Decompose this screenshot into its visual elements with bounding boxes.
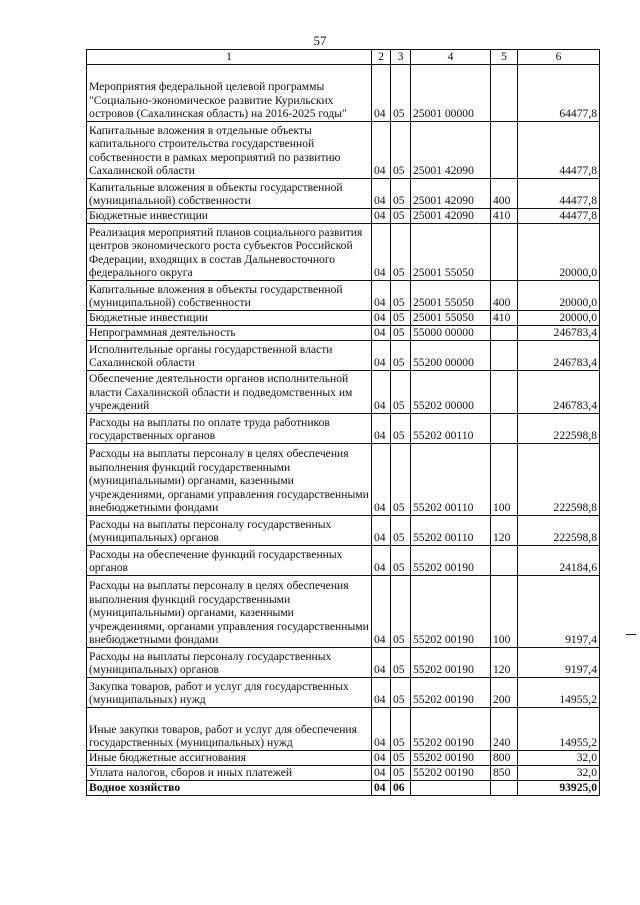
row-amount-cell: 222598,8 [518, 516, 600, 546]
table-row [87, 371, 600, 414]
row-expense-type-cell: 240 [491, 708, 518, 751]
row-expense-type-cell: 410 [491, 209, 518, 224]
row-target-article-cell: 55202 00190 [411, 751, 491, 766]
row-subsection-cell: 05 [391, 546, 411, 576]
row-section-cell: 04 [372, 708, 391, 751]
row-expense-type-cell [491, 65, 518, 122]
row-section-cell: 04 [372, 648, 391, 678]
row-name-cell: Капитальные вложения в объекты государственной (муниципальной) собственности [87, 179, 372, 209]
row-section-cell: 04 [372, 678, 391, 708]
table-row [87, 546, 600, 576]
row-subsection-cell: 05 [391, 516, 411, 546]
row-target-article-cell: 55202 00190 [411, 576, 491, 648]
row-amount-cell: 20000,0 [518, 311, 600, 326]
row-amount-cell: 222598,8 [518, 444, 600, 516]
row-name-cell: Обеспечение деятельности органов исполнительной власти Сахалинской области и подведомственных им учреждений [87, 371, 372, 414]
row-expense-type-cell [491, 414, 518, 444]
row-target-article-cell: 55202 00110 [411, 414, 491, 444]
row-subsection-cell: 05 [391, 444, 411, 516]
table-row [87, 65, 600, 122]
row-target-article-cell [411, 781, 491, 796]
row-expense-type-cell: 850 [491, 766, 518, 781]
row-subsection-cell: 05 [391, 224, 411, 281]
row-expense-type-cell [491, 781, 518, 796]
row-section-cell: 04 [372, 122, 391, 179]
row-target-article-cell: 25001 42090 [411, 209, 491, 224]
header-col-6: 6 [518, 50, 600, 65]
row-expense-type-cell: 120 [491, 648, 518, 678]
table-body [87, 65, 600, 796]
row-name-cell: Бюджетные инвестиции [87, 311, 372, 326]
row-subsection-cell: 05 [391, 414, 411, 444]
table-row [87, 708, 600, 751]
table-row [87, 678, 600, 708]
table-row [87, 326, 600, 341]
row-section-cell: 04 [372, 444, 391, 516]
row-subsection-cell: 05 [391, 209, 411, 224]
header-col-5: 5 [491, 50, 518, 65]
row-subsection-cell: 05 [391, 648, 411, 678]
row-section-cell: 04 [372, 209, 391, 224]
row-section-cell: 04 [372, 751, 391, 766]
row-amount-cell: 246783,4 [518, 341, 600, 371]
row-amount-cell: 9197,4 [518, 576, 600, 648]
row-name-cell: Непрограммная деятельность [87, 326, 372, 341]
row-target-article-cell: 55202 00190 [411, 648, 491, 678]
row-section-cell: 04 [372, 326, 391, 341]
page-number: 57 [313, 33, 327, 48]
row-expense-type-cell: 120 [491, 516, 518, 546]
row-amount-cell: 9197,4 [518, 648, 600, 678]
row-expense-type-cell [491, 224, 518, 281]
row-name-cell: Расходы на обеспечение функций государственных органов [87, 546, 372, 576]
row-name-cell: Иные бюджетные ассигнования [87, 751, 372, 766]
row-amount-cell: 24184,6 [518, 546, 600, 576]
table-row [87, 209, 600, 224]
row-name-cell: Расходы на выплаты по оплате труда работников государственных органов [87, 414, 372, 444]
table-row [87, 341, 600, 371]
row-target-article-cell: 55202 00110 [411, 516, 491, 546]
header-col-1: 1 [87, 50, 372, 65]
row-target-article-cell: 55202 00190 [411, 546, 491, 576]
row-expense-type-cell: 400 [491, 179, 518, 209]
row-section-cell: 04 [372, 311, 391, 326]
row-subsection-cell: 05 [391, 311, 411, 326]
row-expense-type-cell [491, 326, 518, 341]
row-subsection-cell: 05 [391, 708, 411, 751]
row-section-cell: 04 [372, 65, 391, 122]
row-expense-type-cell [491, 341, 518, 371]
row-amount-cell: 44477,8 [518, 122, 600, 179]
row-amount-cell: 246783,4 [518, 326, 600, 341]
row-target-article-cell: 25001 42090 [411, 179, 491, 209]
row-amount-cell: 14955,2 [518, 708, 600, 751]
table-row [87, 516, 600, 546]
row-expense-type-cell [491, 371, 518, 414]
row-target-article-cell: 25001 42090 [411, 122, 491, 179]
row-name-cell: Бюджетные инвестиции [87, 209, 372, 224]
row-target-article-cell: 55000 00000 [411, 326, 491, 341]
row-subsection-cell: 05 [391, 678, 411, 708]
row-name-cell: Расходы на выплаты персоналу государственных (муниципальных) органов [87, 648, 372, 678]
row-target-article-cell: 55202 00190 [411, 678, 491, 708]
row-subsection-cell: 05 [391, 122, 411, 179]
row-section-cell: 04 [372, 546, 391, 576]
row-name-cell: Мероприятия федеральной целевой программы "Социально-экономическое развитие Курильских островов (Сахалинская область) на 2016-2025 годы" [87, 65, 372, 122]
table-row [87, 311, 600, 326]
table-row [87, 781, 600, 796]
row-amount-cell: 20000,0 [518, 224, 600, 281]
row-section-cell: 04 [372, 766, 391, 781]
row-subsection-cell: 05 [391, 371, 411, 414]
row-target-article-cell: 25001 55050 [411, 311, 491, 326]
row-subsection-cell: 05 [391, 65, 411, 122]
table-row [87, 122, 600, 179]
row-subsection-cell: 06 [391, 781, 411, 796]
row-name-cell: Уплата налогов, сборов и иных платежей [87, 766, 372, 781]
row-amount-cell: 222598,8 [518, 414, 600, 444]
row-amount-cell: 64477,8 [518, 65, 600, 122]
row-name-cell: Капитальные вложения в объекты государственной (муниципальной) собственности [87, 281, 372, 311]
row-subsection-cell: 05 [391, 751, 411, 766]
row-target-article-cell: 55202 00000 [411, 371, 491, 414]
row-amount-cell: 44477,8 [518, 209, 600, 224]
budget-table [86, 49, 600, 796]
row-name-cell: Реализация мероприятий планов социального развития центров экономического роста субъектов Российской Федерации, входящих в состав Дальневосточного федерального округа [87, 224, 372, 281]
row-expense-type-cell: 100 [491, 444, 518, 516]
row-name-cell: Расходы на выплаты персоналу государственных (муниципальных) органов [87, 516, 372, 546]
row-name-cell: Капитальные вложения в отдельные объекты капитального строительства государственной собственности в рамках мероприятий по развитию Сахалинской области [87, 122, 372, 179]
row-name-cell: Закупка товаров, работ и услуг для государственных (муниципальных) нужд [87, 678, 372, 708]
row-subsection-cell: 05 [391, 341, 411, 371]
row-amount-cell: 32,0 [518, 766, 600, 781]
row-section-cell: 04 [372, 516, 391, 546]
row-target-article-cell: 25001 55050 [411, 224, 491, 281]
row-target-article-cell: 25001 55050 [411, 281, 491, 311]
row-expense-type-cell [491, 546, 518, 576]
table-row [87, 179, 600, 209]
table-row [87, 281, 600, 311]
header-col-3: 3 [391, 50, 411, 65]
row-subsection-cell: 05 [391, 326, 411, 341]
row-section-cell: 04 [372, 179, 391, 209]
row-expense-type-cell: 400 [491, 281, 518, 311]
row-expense-type-cell: 200 [491, 678, 518, 708]
row-expense-type-cell: 800 [491, 751, 518, 766]
table-row [87, 576, 600, 648]
row-name-cell: Расходы на выплаты персоналу в целях обеспечения выполнения функций государственными (муниципальными) органами, казенными учреждениями, органами управления государственными внебюджетными фондами [87, 576, 372, 648]
row-subsection-cell: 05 [391, 179, 411, 209]
row-name-cell: Исполнительные органы государственной власти Сахалинской области [87, 341, 372, 371]
table-row [87, 648, 600, 678]
row-target-article-cell: 55202 00190 [411, 708, 491, 751]
header-col-2: 2 [372, 50, 391, 65]
row-subsection-cell: 05 [391, 281, 411, 311]
row-amount-cell: 93925,0 [518, 781, 600, 796]
table-row [87, 766, 600, 781]
row-target-article-cell: 25001 00000 [411, 65, 491, 122]
table-header-row [87, 50, 600, 65]
row-section-cell: 04 [372, 576, 391, 648]
row-section-cell: 04 [372, 281, 391, 311]
row-subsection-cell: 05 [391, 766, 411, 781]
row-target-article-cell: 55202 00190 [411, 766, 491, 781]
row-section-cell: 04 [372, 224, 391, 281]
table-row [87, 224, 600, 281]
row-amount-cell: 32,0 [518, 751, 600, 766]
row-target-article-cell: 55200 00000 [411, 341, 491, 371]
table-row [87, 414, 600, 444]
row-expense-type-cell [491, 122, 518, 179]
row-subsection-cell: 05 [391, 576, 411, 648]
row-expense-type-cell: 100 [491, 576, 518, 648]
row-section-cell: 04 [372, 371, 391, 414]
row-name-cell: Водное хозяйство [87, 781, 372, 796]
row-name-cell: Расходы на выплаты персоналу в целях обеспечения выполнения функций государственными (муниципальными) органами, казенными учреждениями, органами управления государственными внебюджетными фондами [87, 444, 372, 516]
row-expense-type-cell: 410 [491, 311, 518, 326]
row-amount-cell: 246783,4 [518, 371, 600, 414]
row-amount-cell: 20000,0 [518, 281, 600, 311]
row-amount-cell: 44477,8 [518, 179, 600, 209]
header-col-4: 4 [411, 50, 491, 65]
margin-dash-mark [626, 634, 636, 635]
row-section-cell: 04 [372, 341, 391, 371]
row-section-cell: 04 [372, 414, 391, 444]
table-row [87, 751, 600, 766]
row-target-article-cell: 55202 00110 [411, 444, 491, 516]
row-name-cell: Иные закупки товаров, работ и услуг для обеспечения государственных (муниципальных) нужд [87, 708, 372, 751]
row-section-cell: 04 [372, 781, 391, 796]
table-row [87, 444, 600, 516]
row-amount-cell: 14955,2 [518, 678, 600, 708]
